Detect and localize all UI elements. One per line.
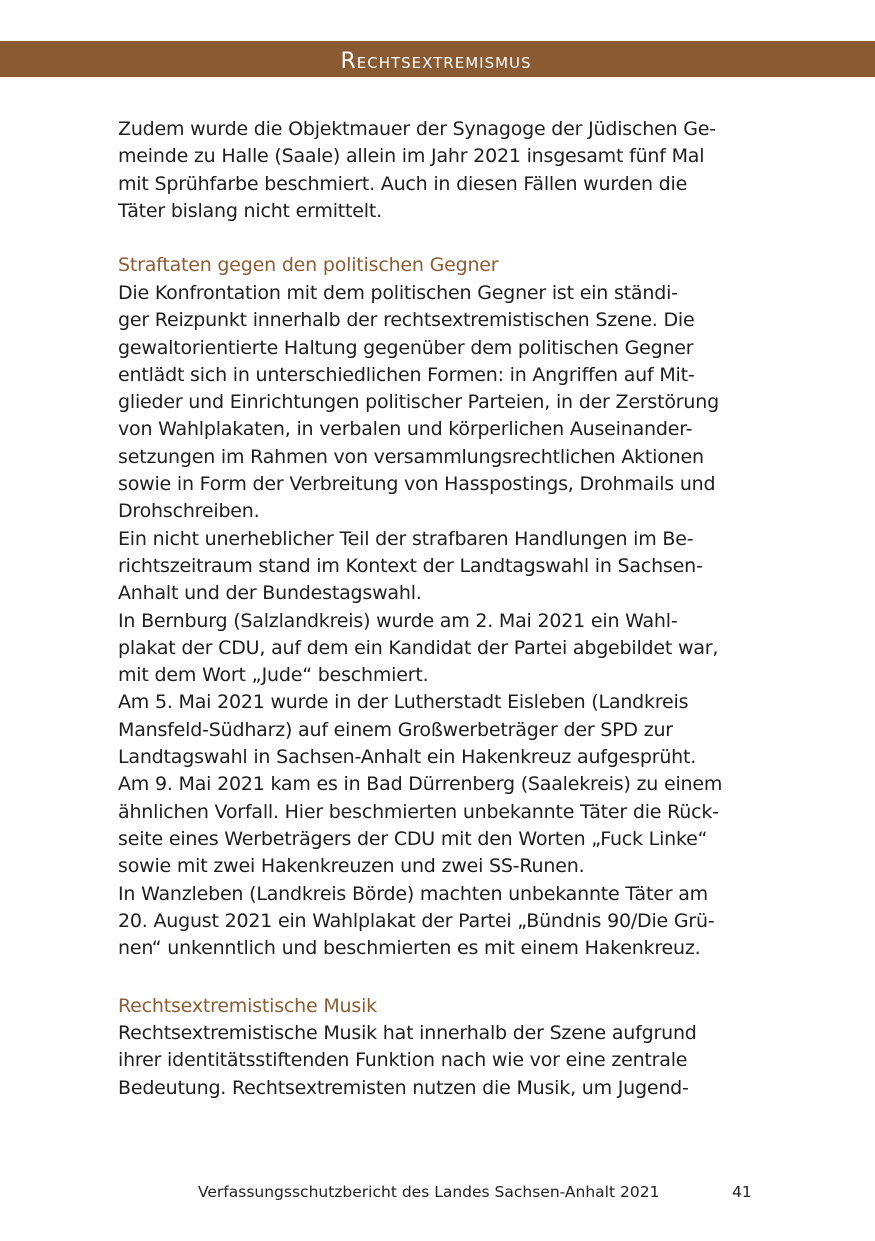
section-body-music: Rechtsextremistische Musik hat innerhalb der Szene aufgrund ihrer identitätsstiftenden Funktion nach wie vor eine zentrale Bedeutung. Rechtsextremisten nutzen die Musik, um Jugend-: [118, 1022, 697, 1099]
section-heading-music: Rechtsextremistische Musik: [118, 995, 377, 1017]
page-number: 41: [732, 1183, 752, 1201]
intro-paragraph: Zudem wurde die Objektmauer der Synagoge der Jüdischen Ge- meinde zu Halle (Saale) allein im Jahr 2021 insgesamt fünf Mal mit Sprühfarbe beschmiert. Auch in diesen Fällen wurden die Täter bislang nicht ermittelt.: [118, 118, 716, 222]
chapter-title: Rechtsextremismus: [340, 49, 532, 74]
section-heading-political-opponents: Straftaten gegen den politischen Gegner: [118, 254, 499, 276]
footer-publication-title: Verfassungsschutzbericht des Landes Sachsen-Anhalt 2021: [198, 1183, 660, 1201]
section-body-political-opponents: Die Konfrontation mit dem politischen Gegner ist ein ständi- ger Reizpunkt innerhalb der rechtsextremistischen Szene. Die gewaltorientierte Haltung gegenüber dem politischen Gegner entlädt sich in unterschiedlichen Formen: in Angriffen auf Mit- glieder und Einrichtungen politischer Parteien, in der Zerstörung von Wahlplakaten, in verbalen und körperlichen Auseinander- setzungen im Rahmen von versammlungsrechtlichen Aktionen sowie in Form der Verbreitung von Hasspostings, Drohmails und Drohschreiben. Ein nicht unerheblicher Teil der strafbaren Handlungen im Be- richtszeitraum stand im Kontext der Landtagswahl in Sachsen- Anhalt und der Bundestagswahl. In Bernburg (Salzlandkreis) wurde am 2. Mai 2021 ein Wahl- plakat der CDU, auf dem ein Kandidat der Partei abgebildet war, mit dem Wort „Jude“ beschmiert. Am 5. Mai 2021 wurde in der Lutherstadt Eisleben (Landkreis Mansfeld-Südharz) auf einem Großwerbeträger der SPD zur Landtagswahl in Sachsen-Anhalt ein Hakenkreuz aufgesprüht. Am 9. Mai 2021 kam es in Bad Dürrenberg (Saalekreis) zu einem ähnlichen Vorfall. Hier beschmierten unbekannte Täter die Rück- seite eines Werbeträgers der CDU mit den Worten „Fuck Linke“ sowie mit zwei Hakenkreuzen und zwei SS-Runen. In Wanzleben (Landkreis Börde) machten unbekannte Täter am 20. August 2021 ein Wahlplakat der Partei „Bündnis 90/Die Grü- nen“ unkenntlich und beschmierten es mit einem Hakenkreuz.: [118, 282, 723, 960]
